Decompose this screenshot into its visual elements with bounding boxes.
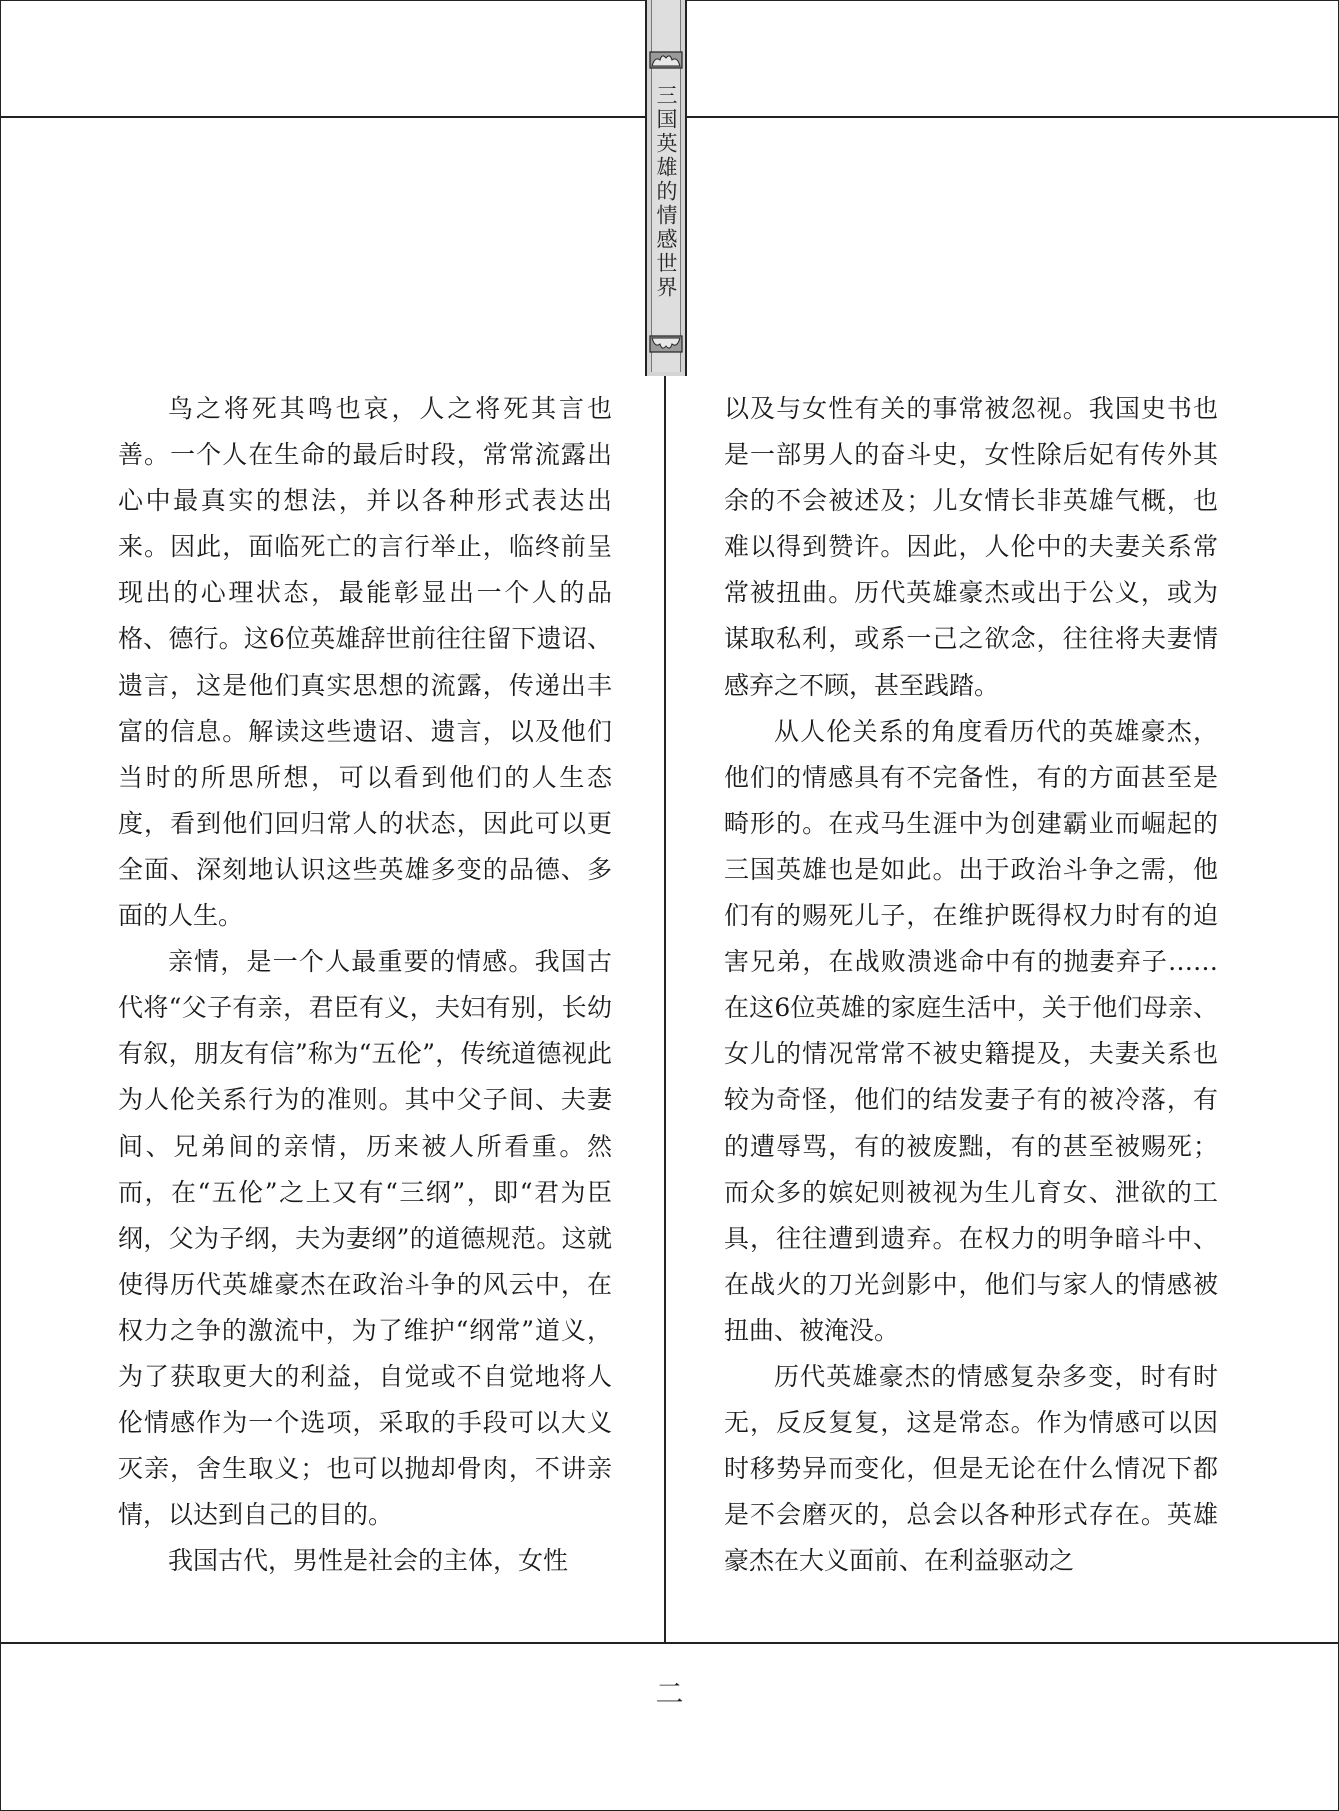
spine-title-tab [645, 0, 687, 376]
paragraph: 鸟之将死其鸣也哀，人之将死其言也善。一个人在生命的最后时段，常常流露出心中最真实的想法，并以各种形式表达出来。因此，面临死亡的言行举止，临终前呈现出的心理状态，最能彰显出一个人的品格、德行。这6位英雄辞世前往往留下遗诏、遗言，这是他们真实思想的流露，传递出丰富的信息。解读这些遗诏、遗言，以及他们当时的所思所想，可以看到他们的人生态度，看到他们回归常人的状态，因此可以更全面、深刻地认识这些英雄多变的品德、多面的人生。 [118, 394, 612, 931]
paragraph: 从人伦关系的角度看历代的英雄豪杰，他们的情感具有不完备性，有的方面甚至是畸形的。在戎马生涯中为创建霸业而崛起的三国英雄也是如此。出于政治斗争之需，他们有的赐死儿子，在维护既得权力时有的迫害兄弟，在战败溃逃命中有的抛妻弃子……在这6位英雄的家庭生活中，关于他们母亲、女儿的情况常常不被史籍提及，夫妻关系也较为奇怪，他们的结发妻子有的被冷落，有的遭辱骂，有的被废黜，有的甚至被赐死；而众多的嫔妃则被视为生儿育女、泄欲的工具，往往遭到遗弃。在权力的明争暗斗中、在战火的刀光剑影中，他们与家人的情感被扭曲、被淹没。 [724, 716, 1218, 1345]
paragraph: 亲情，是一个人最重要的情感。我国古代将“父子有亲，君臣有义，夫妇有别，长幼有叙，朋友有信”称为“五伦”，传统道德视此为人伦关系行为的准则。其中父子间、夫妻间、兄弟间的亲情，历来被人所看重。然而，在“五伦”之上又有“三纲”，即“君为臣纲，父为子纲，夫为妻纲”的道德规范。这就使得历代英雄豪杰在政治斗争的风云中，在权力之争的激流中，为了维护“纲常”道义，为了获取更大的利益，自觉或不自觉地将人伦情感作为一个选项，采取的手段可以大义灭亲，舍生取义；也可以抛却骨肉，不讲亲情，以达到自己的目的。 [118, 947, 612, 1530]
right-text-column [724, 386, 1218, 1584]
cloud-ornament-icon [649, 334, 683, 354]
book-title: 三国英雄的情感世界 [654, 84, 678, 300]
footer-rule [0, 1642, 1339, 1644]
column-divider [664, 376, 666, 1642]
page-number: 二 [655, 1677, 684, 1710]
paragraph-continuation: 以及与女性有关的事常被忽视。我国史书也是一部男人的奋斗史，女性除后妃有传外其余的不会被述及；儿女情长非英雄气概，也难以得到赞许。因此，人伦中的夫妻关系常常被扭曲。历代英雄豪杰或出于公义，或为谋取私利，或系一己之欲念，往往将夫妻情感弃之不顾，甚至践踏。 [724, 394, 1218, 700]
paragraph: 我国古代，男性是社会的主体，女性 [168, 1546, 569, 1576]
cloud-ornament-icon [649, 50, 683, 70]
left-text-column [118, 386, 612, 1584]
paragraph: 历代英雄豪杰的情感复杂多变，时有时无，反反复复，这是常态。作为情感可以因时移势异而变化，但是无论在什么情况下都是不会磨灭的，总会以各种形式存在。英雄豪杰在大义面前、在利益驱动之 [724, 1361, 1218, 1576]
